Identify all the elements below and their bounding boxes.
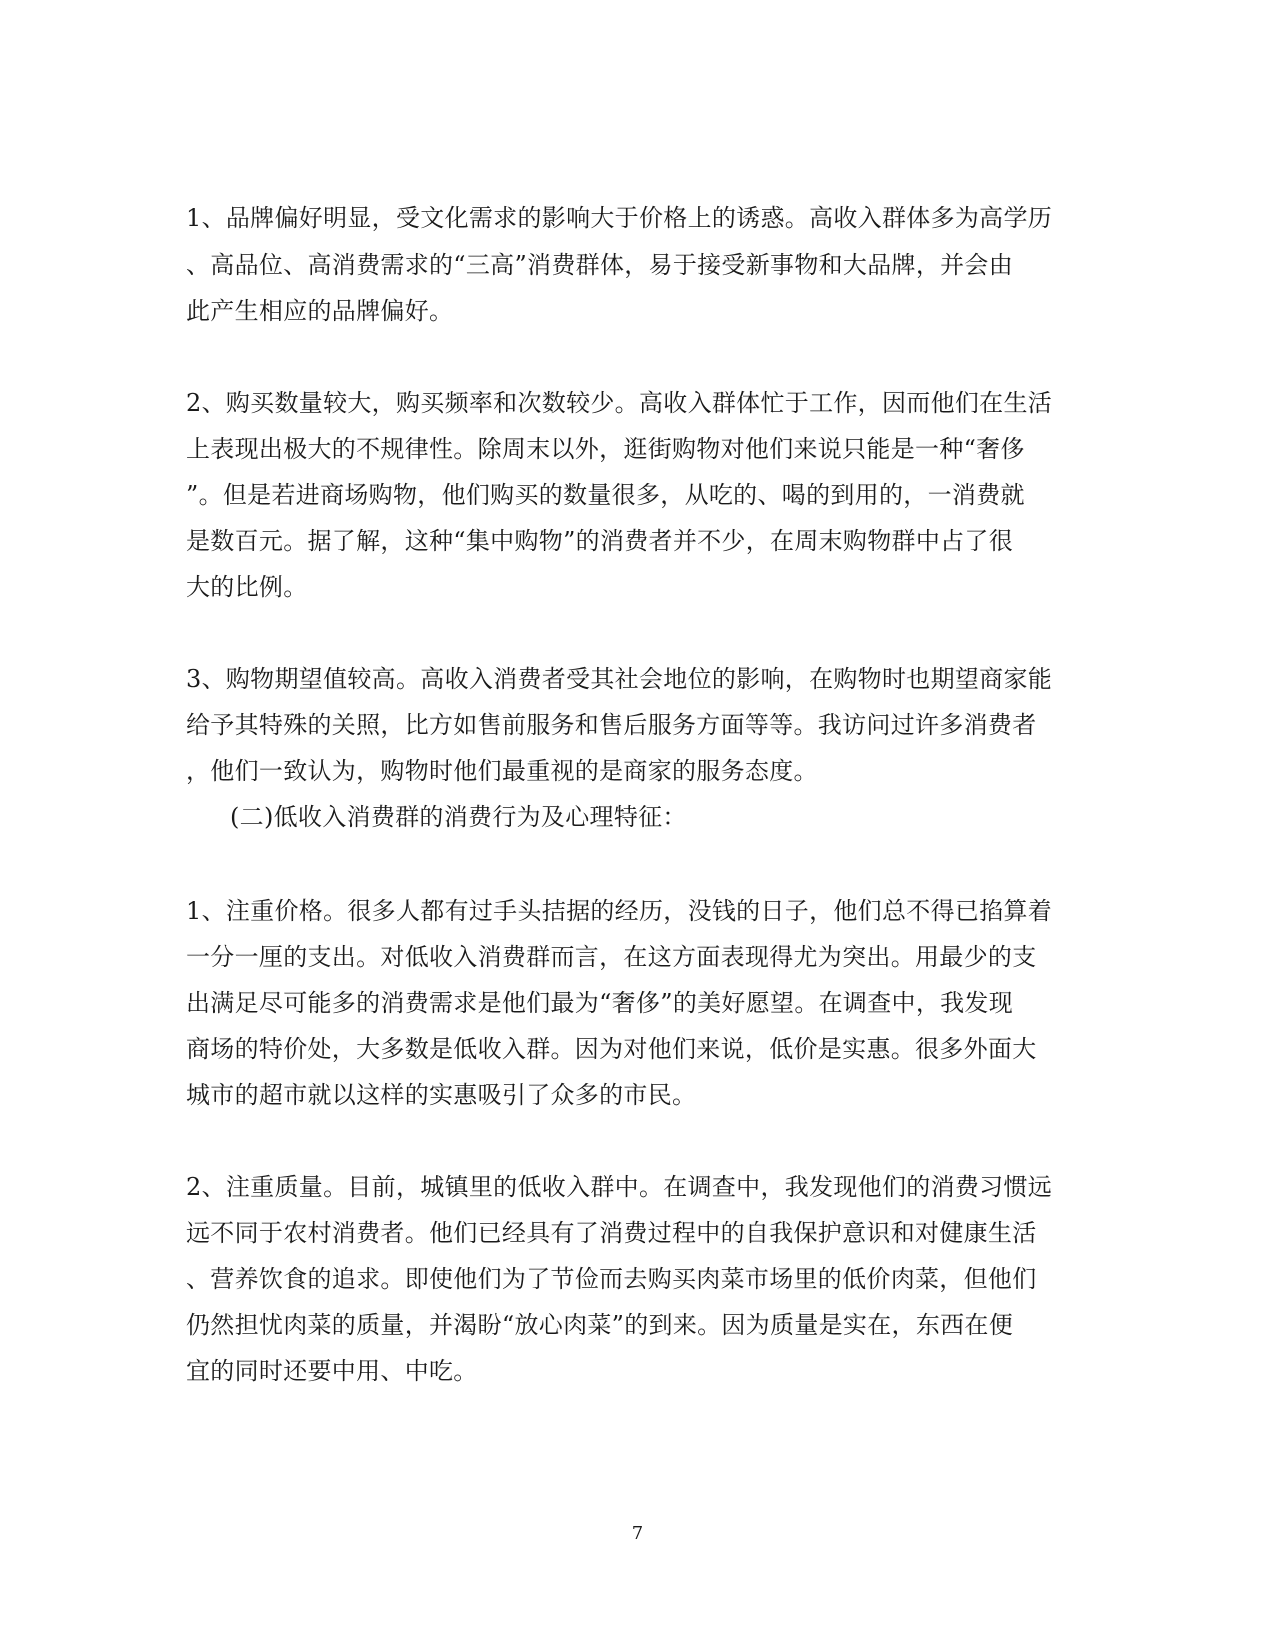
text-line: 出满足尽可能多的消费需求是他们最为“奢侈”的美好愿望。在调查中，我发现 — [186, 989, 1014, 1017]
text-line: 、高品位、高消费需求的“三高”消费群体，易于接受新事物和大品牌，并会由 — [186, 251, 1014, 279]
text-line: 1、品牌偏好明显，受文化需求的影响大于价格上的诱惑。高收入群体多为高学历 — [186, 204, 1053, 232]
text-line: 2、注重质量。目前，城镇里的低收入群中。在调查中，我发现他们的消费习惯远 — [186, 1173, 1053, 1201]
text-line: 上表现出极大的不规律性。除周末以外，逛街购物对他们来说只能是一种“奢侈 — [186, 435, 1025, 463]
text-line: 此产生相应的品牌偏好。 — [186, 297, 454, 325]
page-number: 7 — [631, 1523, 644, 1544]
text-line: 3、购物期望值较高。高收入消费者受其社会地位的影响，在购物时也期望商家能 — [186, 665, 1053, 693]
section-heading: (二)低收入消费群的消费行为及心理特征： — [230, 803, 687, 831]
text-line: 宜的同时还要中用、中吃。 — [186, 1357, 478, 1385]
text-line: ”。但是若进商场购物，他们购买的数量很多，从吃的、喝的到用的，一消费就 — [186, 481, 1025, 509]
text-line: 商场的特价处，大多数是低收入群。因为对他们来说，低价是实惠。很多外面大 — [186, 1035, 1037, 1063]
text-line: 是数百元。据了解，这种“集中购物”的消费者并不少，在周末购物群中占了很 — [186, 527, 1014, 555]
text-line: 1、注重价格。很多人都有过手头拮据的经历，没钱的日子，他们总不得已掐算着 — [186, 897, 1053, 925]
text-line: 2、购买数量较大，购买频率和次数较少。高收入群体忙于工作，因而他们在生活 — [186, 389, 1053, 417]
text-line: ，他们一致认为，购物时他们最重视的是商家的服务态度。 — [186, 757, 818, 785]
text-line: 、营养饮食的追求。即使他们为了节俭而去购买肉菜市场里的低价肉菜，但他们 — [186, 1265, 1037, 1293]
text-line: 大的比例。 — [186, 573, 308, 601]
text-line: 远不同于农村消费者。他们已经具有了消费过程中的自我保护意识和对健康生活 — [186, 1219, 1037, 1247]
text-line: 城市的超市就以这样的实惠吸引了众多的市民。 — [186, 1081, 697, 1109]
text-line: 一分一厘的支出。对低收入消费群而言，在这方面表现得尤为突出。用最少的支 — [186, 943, 1037, 971]
text-line: 仍然担忧肉菜的质量，并渴盼“放心肉菜”的到来。因为质量是实在，东西在便 — [186, 1311, 1014, 1339]
text-line: 给予其特殊的关照，比方如售前服务和售后服务方面等等。我访问过许多消费者 — [186, 711, 1037, 739]
